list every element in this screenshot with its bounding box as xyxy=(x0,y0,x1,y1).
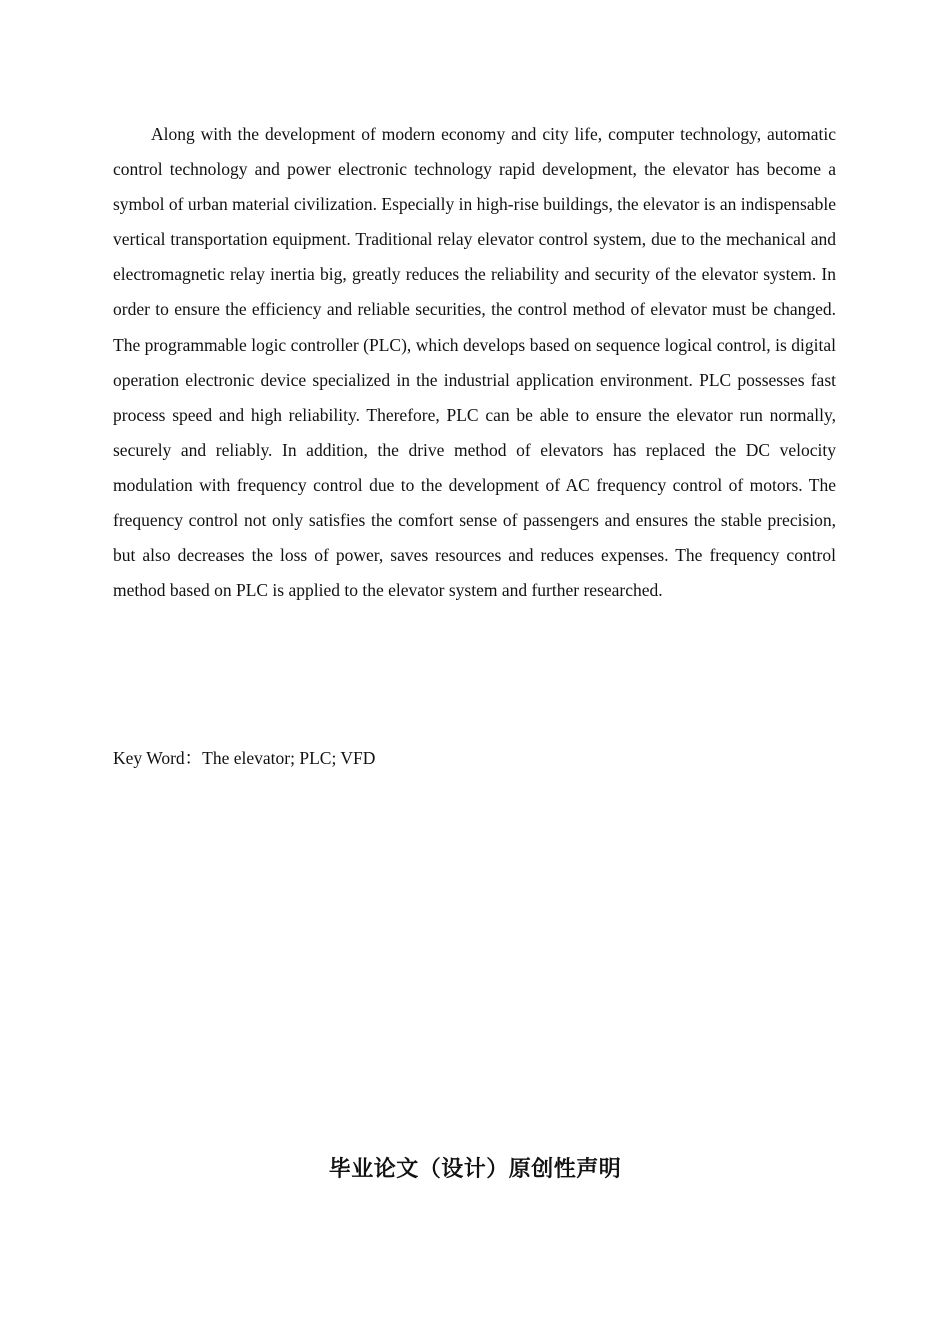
keywords-line xyxy=(113,742,375,774)
abstract-paragraph: Along with the development of modern economy and city life, computer technology, automatic control technology and power electronic technology rapid development, the elevator has become a symbol of urban material civilization. Especially in high-rise buildings, the elevator is an indispensable vertical transportation equipment. Traditional relay elevator control system, due to the mechanical and electromagnetic relay inertia big, greatly reduces the reliability and security of the elevator system. In order to ensure the efficiency and reliable securities, the control method of elevator must be changed. The programmable logic controller (PLC), which develops based on sequence logical control, is digital operation electronic device specialized in the industrial application environment. PLC possesses fast process speed and high reliability. Therefore, PLC can be able to ensure the elevator run normally, securely and reliably. In addition, the drive method of elevators has replaced the DC velocity modulation with frequency control due to the development of AC frequency control of motors. The frequency control not only satisfies the comfort sense of passengers and ensures the stable precision, but also decreases the loss of power, saves resources and reduces expenses. The frequency control method based on PLC is applied to the elevator system and further researched. xyxy=(113,124,836,601)
keywords-label: Key Word： xyxy=(113,748,203,768)
originality-statement-title: 毕业论文（设计）原创性声明 xyxy=(328,1157,622,1182)
keywords-value: The elevator; PLC; VFD xyxy=(202,748,376,768)
